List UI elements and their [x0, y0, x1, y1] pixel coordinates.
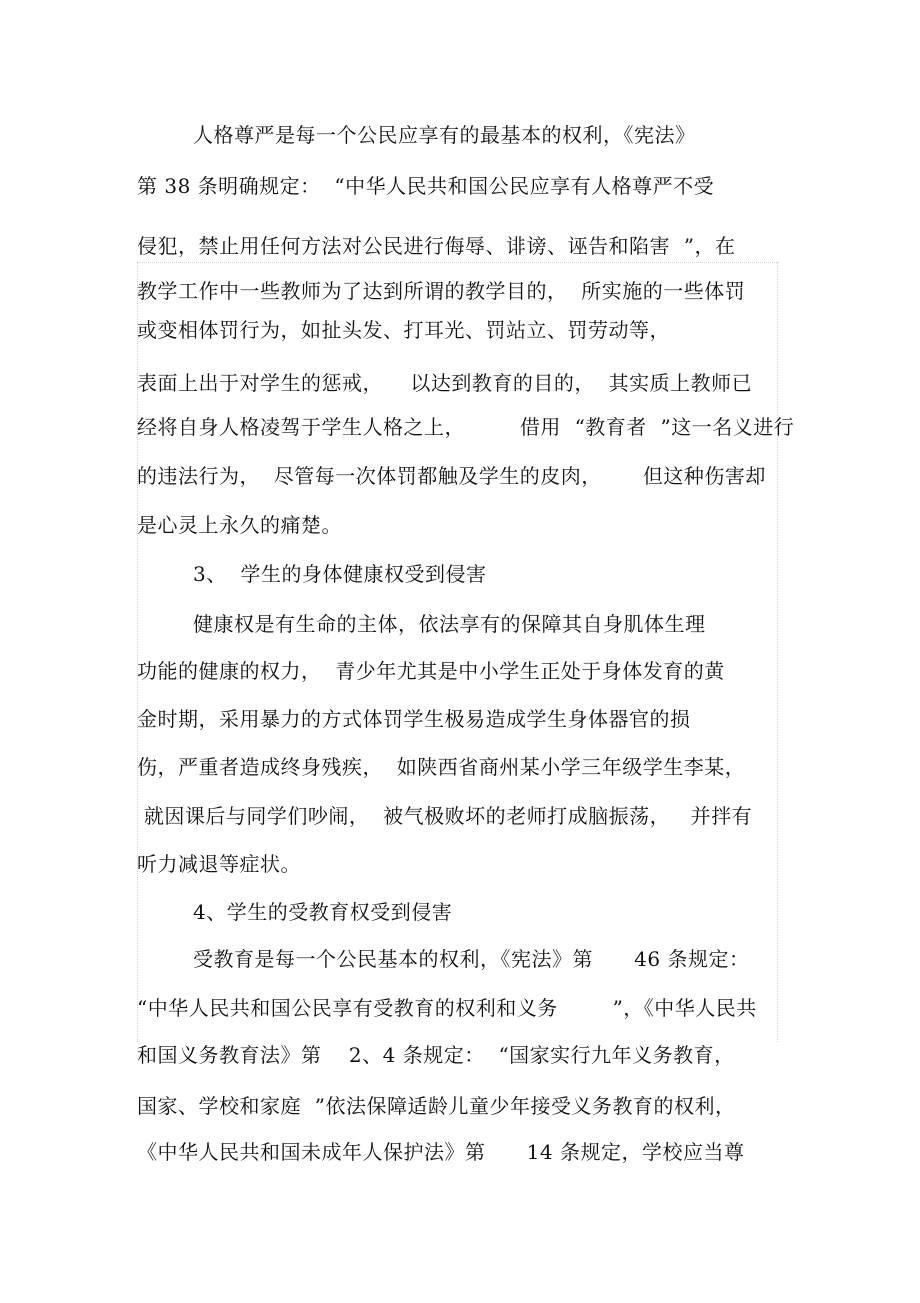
frame-border-top: [137, 262, 777, 263]
text-line-7: 经将自身人格凌驾于学生人格之上， 借用 “教育者 ”这一名义进行: [137, 415, 795, 439]
text-line-16: 听力减退等症状。: [137, 852, 301, 876]
text-line-21: 国家、学校和家庭 ”依法保障适龄儿童少年接受义务教育的权利，: [137, 1094, 736, 1118]
text-line-22: 《中华人民共和国未成年人保护法》第 14 条规定，学校应当尊: [137, 1140, 745, 1164]
text-line-3: 侵犯，禁止用任何方法对公民进行侮辱、诽谤、诬告和陷害 ”，在: [137, 234, 736, 258]
section-heading-3: 3、 学生的身体健康权受到侵害: [193, 562, 487, 586]
text-line-18: 受教育是每一个公民基本的权利，《宪法》第 46 条规定：: [193, 947, 750, 971]
text-line-9: 是心灵上永久的痛楚。: [137, 513, 342, 537]
text-line-5: 或变相体罚行为，如扯头发、打耳光、罚站立、罚劳动等，: [137, 318, 670, 342]
text-line-13: 金时期，采用暴力的方式体罚学生极易造成学生身体器官的损: [137, 707, 691, 731]
text-line-14: 伤，严重者造成终身残疾， 如陕西省商州某小学三年级学生李某，: [137, 755, 746, 779]
text-line-8: 的违法行为， 尽管每一次体罚都触及学生的皮肉， 但这种伤害却: [137, 464, 766, 488]
text-line-1: 人格尊严是每一个公民应享有的最基本的权利，《宪法》: [193, 123, 696, 147]
section-heading-4: 4、学生的受教育权受到侵害: [193, 900, 453, 924]
frame-border-right: [777, 262, 778, 1042]
text-line-20: 和国义务教育法》第 2、4 条规定： “国家实行九年义务教育，: [137, 1043, 735, 1067]
text-line-19: “中华人民共和国公民享有受教育的权利和义务 ”，《中华人民共: [137, 996, 757, 1020]
text-line-15: 就因课后与同学们吵闹， 被气极败坏的老师打成脑振荡， 并拌有: [137, 804, 753, 828]
text-line-2: 第 38 条明确规定： “中华人民共和国公民应享有人格尊严不受: [137, 174, 715, 198]
text-line-11: 健康权是有生命的主体，依法享有的保障其自身肌体生理: [193, 612, 706, 636]
text-line-12: 功能的健康的权力， 青少年尤其是中小学生正处于身体发育的黄: [137, 659, 725, 683]
text-line-4: 教学工作中一些教师为了达到所谓的教学目的， 所实施的一些体罚: [137, 279, 746, 303]
text-line-6: 表面上出于对学生的惩戒， 以达到教育的目的， 其实质上教师已: [137, 371, 753, 395]
